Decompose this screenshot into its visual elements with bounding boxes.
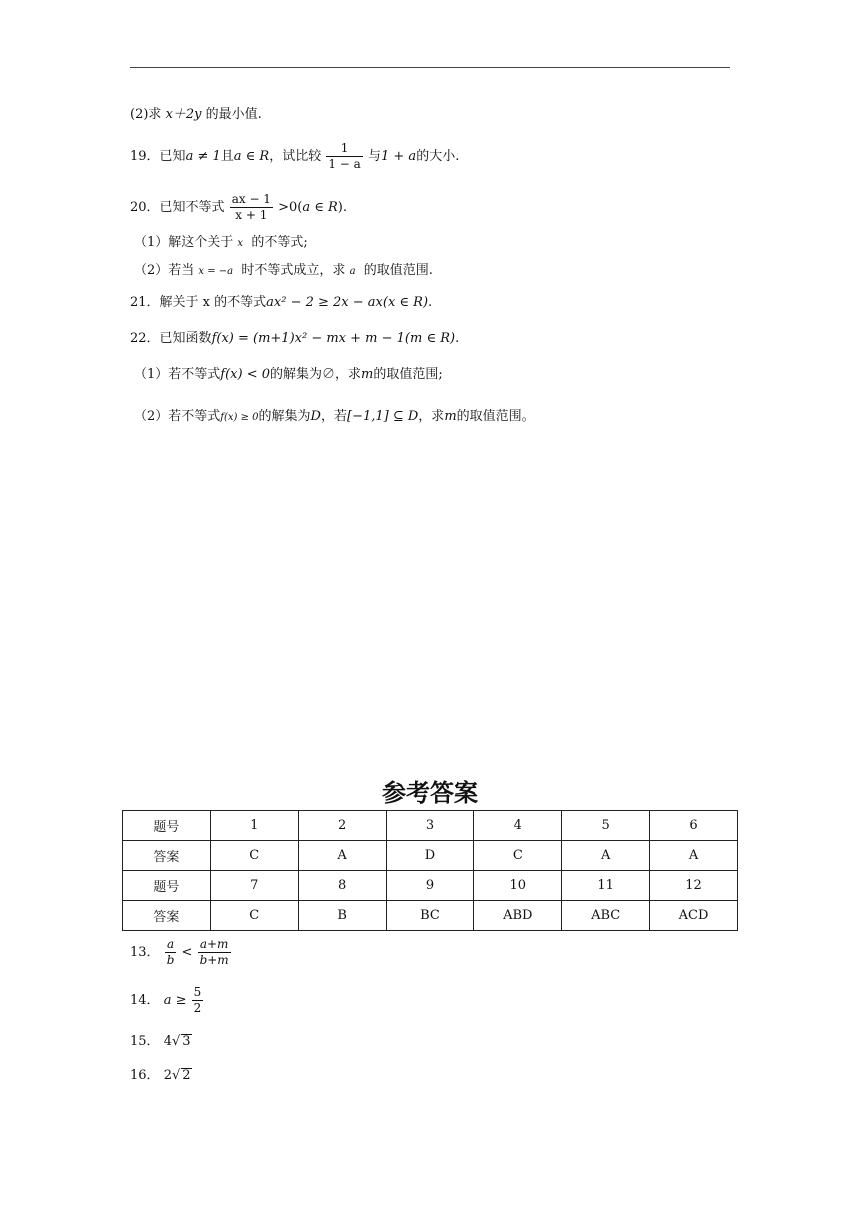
- table-cell: 4: [474, 811, 562, 841]
- table-cell: 1: [210, 811, 298, 841]
- q19-fraction: $\frac{1}{1 - a}$: [328, 141, 361, 171]
- answer-14: 14． a ≥ $\frac{5}{2}$: [130, 985, 202, 1015]
- table-cell: ABC: [562, 901, 650, 931]
- question-20: 20．已知不等式 $\frac{ax - 1}{x + 1}$ >0(a ∈ R).: [130, 192, 347, 222]
- table-cell: A: [562, 841, 650, 871]
- q20-fraction: $\frac{ax - 1}{x + 1}$: [231, 192, 271, 222]
- table-cell: 题号: [123, 811, 211, 841]
- table-cell: 7: [210, 871, 298, 901]
- table-cell: C: [210, 841, 298, 871]
- answer-13: 13． $\frac{a}{b}$ < $\frac{a+m}{b+m}$: [130, 937, 229, 967]
- question-19: 19．已知a ≠ 1且a ∈ R，试比较 $\frac{1}{1 - a}$ 与1 + a的大小.: [130, 141, 460, 171]
- sqrt-icon: √: [171, 1034, 181, 1049]
- table-cell: A: [650, 841, 738, 871]
- table-cell: 8: [298, 871, 386, 901]
- table-cell: 答案: [123, 901, 211, 931]
- a13-fraction-right: $\frac{a+m}{b+m}$: [199, 937, 229, 967]
- question-22-part2: （2）若不等式f(x) ≥ 0的解集为D，若[−1,1] ⊆ D，求m的取值范围。: [134, 409, 535, 424]
- answer-table: [122, 810, 738, 931]
- question-22: 22．已知函数f(x) = (m+1)x² − mx + m − 1(m ∈ R).: [130, 331, 460, 346]
- table-cell: D: [386, 841, 474, 871]
- table-cell: 答案: [123, 841, 211, 871]
- table-row: [123, 811, 738, 841]
- answer-15: 15． 4√ 3: [130, 1034, 191, 1049]
- table-row: [123, 841, 738, 871]
- table-cell: 题号: [123, 871, 211, 901]
- table-cell: 5: [562, 811, 650, 841]
- table-cell: C: [210, 901, 298, 931]
- answer-16: 16． 2√ 2: [130, 1068, 191, 1083]
- a14-fraction: $\frac{5}{2}$: [193, 985, 202, 1015]
- table-cell: 11: [562, 871, 650, 901]
- table-row: [123, 871, 738, 901]
- table-row: [123, 901, 738, 931]
- table-cell: 12: [650, 871, 738, 901]
- table-cell: 2: [298, 811, 386, 841]
- table-cell: 6: [650, 811, 738, 841]
- table-cell: C: [474, 841, 562, 871]
- sqrt-icon: √: [171, 1068, 181, 1083]
- table-cell: 10: [474, 871, 562, 901]
- table-cell: B: [298, 901, 386, 931]
- table-cell: 3: [386, 811, 474, 841]
- q18-part2: (2)求 x＋2y 的最小值.: [130, 107, 262, 122]
- a13-fraction-left: $\frac{a}{b}$: [166, 937, 175, 967]
- table-cell: 9: [386, 871, 474, 901]
- table-cell: ABD: [474, 901, 562, 931]
- question-21: 21．解关于 x 的不等式ax² − 2 ≥ 2x − ax(x ∈ R).: [130, 295, 433, 310]
- question-20-part2: （2）若当 x = −a 时不等式成立，求 a 的取值范围.: [134, 263, 433, 278]
- answer-key-title: 参考答案: [382, 779, 478, 807]
- table-cell: BC: [386, 901, 474, 931]
- question-22-part1: （1）若不等式f(x) < 0的解集为∅，求m的取值范围;: [134, 367, 443, 382]
- table-cell: A: [298, 841, 386, 871]
- table-cell: ACD: [650, 901, 738, 931]
- question-20-part1: （1）解这个关于 x 的不等式;: [134, 235, 308, 250]
- header-rule: [130, 67, 730, 68]
